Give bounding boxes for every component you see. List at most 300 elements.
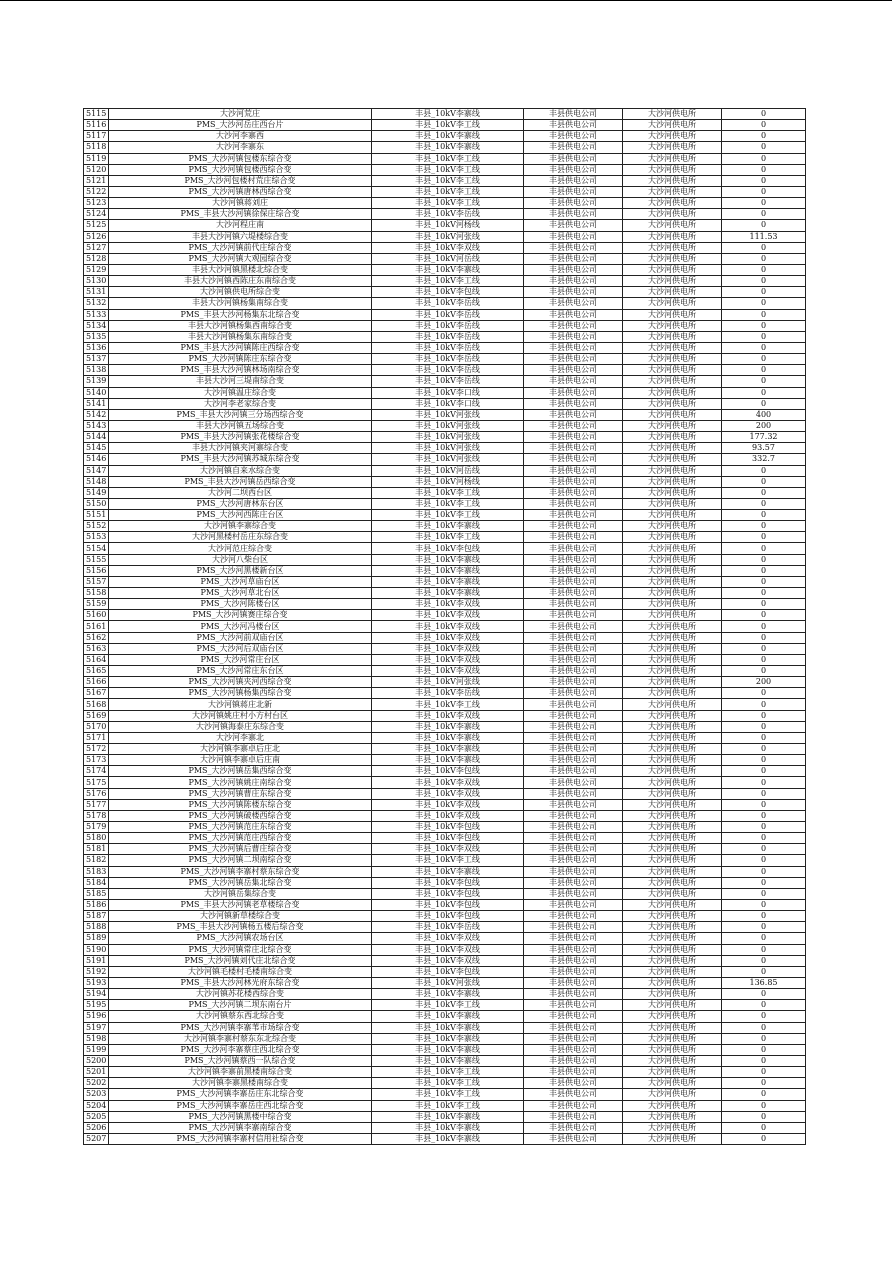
feeder-line-cell: 丰县_10kV李工线 xyxy=(372,532,524,543)
station-name-cell: 大沙河镇新草楼综合变 xyxy=(109,911,372,922)
supply-office-cell: 大沙河供电所 xyxy=(623,409,722,420)
supply-office-cell: 大沙河供电所 xyxy=(623,498,722,509)
table-row xyxy=(84,1033,806,1044)
station-name-cell: 大沙河李寨东 xyxy=(109,142,372,153)
feeder-line-cell: 丰县_10kV河杨线 xyxy=(372,220,524,231)
company-cell: 丰县供电公司 xyxy=(524,175,623,186)
feeder-line-cell: 丰县_10kV李工线 xyxy=(372,198,524,209)
table-row xyxy=(84,1011,806,1022)
station-name-cell: 大沙河荒庄 xyxy=(109,109,372,120)
table-row xyxy=(84,844,806,855)
capacity-value-cell: 0 xyxy=(722,120,806,131)
row-number-cell: 5165 xyxy=(84,666,109,677)
capacity-value-cell: 0 xyxy=(722,476,806,487)
company-cell: 丰县供电公司 xyxy=(524,1044,623,1055)
table-row xyxy=(84,810,806,821)
station-name-cell: 大沙河镇蔡东西北综合变 xyxy=(109,1011,372,1022)
station-name-cell: 大沙河镇李寨综合变 xyxy=(109,521,372,532)
row-number-cell: 5194 xyxy=(84,989,109,1000)
station-name-cell: PMS_丰县大沙河镇林场南综合变 xyxy=(109,365,372,376)
supply-office-cell: 大沙河供电所 xyxy=(623,276,722,287)
row-number-cell: 5183 xyxy=(84,866,109,877)
company-cell: 丰县供电公司 xyxy=(524,454,623,465)
supply-office-cell: 大沙河供电所 xyxy=(623,732,722,743)
capacity-value-cell: 0 xyxy=(722,554,806,565)
table-body xyxy=(84,109,806,1145)
company-cell: 丰县供电公司 xyxy=(524,387,623,398)
station-name-cell: PMS_大沙河镇蔡西一队综合变 xyxy=(109,1055,372,1066)
company-cell: 丰县供电公司 xyxy=(524,354,623,365)
row-number-cell: 5172 xyxy=(84,744,109,755)
station-name-cell: PMS_丰县大沙河镇三分场西综合变 xyxy=(109,409,372,420)
row-number-cell: 5185 xyxy=(84,888,109,899)
row-number-cell: 5127 xyxy=(84,242,109,253)
feeder-line-cell: 丰县_10kV李寨线 xyxy=(372,1133,524,1144)
capacity-value-cell: 0 xyxy=(722,264,806,275)
station-name-cell: 丰县大沙河镇黑楼北综合变 xyxy=(109,264,372,275)
capacity-value-cell: 0 xyxy=(722,142,806,153)
feeder-line-cell: 丰县_10kV李寨线 xyxy=(372,1122,524,1133)
row-number-cell: 5122 xyxy=(84,186,109,197)
row-number-cell: 5126 xyxy=(84,231,109,242)
feeder-line-cell: 丰县_10kV李寨线 xyxy=(372,554,524,565)
company-cell: 丰县供电公司 xyxy=(524,164,623,175)
supply-office-cell: 大沙河供电所 xyxy=(623,510,722,521)
company-cell: 丰县供电公司 xyxy=(524,721,623,732)
row-number-cell: 5160 xyxy=(84,610,109,621)
station-name-cell: 大沙河镇姚庄村小方村台区 xyxy=(109,710,372,721)
capacity-value-cell: 0 xyxy=(722,599,806,610)
station-name-cell: 大沙河程庄南 xyxy=(109,220,372,231)
feeder-line-cell: 丰县_10kV李寨线 xyxy=(372,576,524,587)
feeder-line-cell: 丰县_10kV李双线 xyxy=(372,632,524,643)
row-number-cell: 5197 xyxy=(84,1022,109,1033)
row-number-cell: 5169 xyxy=(84,710,109,721)
capacity-value-cell: 0 xyxy=(722,1078,806,1089)
table-row xyxy=(84,1122,806,1133)
feeder-line-cell: 丰县_10kV李工线 xyxy=(372,1078,524,1089)
table-row xyxy=(84,432,806,443)
table-row xyxy=(84,231,806,242)
capacity-value-cell: 0 xyxy=(722,1033,806,1044)
station-name-cell: PMS_大沙河镇常庄北综合变 xyxy=(109,944,372,955)
supply-office-cell: 大沙河供电所 xyxy=(623,1022,722,1033)
station-name-cell: PMS_大沙河镇姚庄南综合变 xyxy=(109,777,372,788)
row-number-cell: 5133 xyxy=(84,309,109,320)
substation-table xyxy=(83,108,806,1145)
table-row xyxy=(84,632,806,643)
company-cell: 丰县供电公司 xyxy=(524,465,623,476)
capacity-value-cell: 0 xyxy=(722,588,806,599)
capacity-value-cell: 0 xyxy=(722,198,806,209)
capacity-value-cell: 0 xyxy=(722,855,806,866)
table-row xyxy=(84,120,806,131)
supply-office-cell: 大沙河供电所 xyxy=(623,1067,722,1078)
station-name-cell: 丰县大沙河三堤南综合变 xyxy=(109,376,372,387)
feeder-line-cell: 丰县_10kV李工线 xyxy=(372,1000,524,1011)
feeder-line-cell: 丰县_10kV李寨线 xyxy=(372,142,524,153)
company-cell: 丰县供电公司 xyxy=(524,142,623,153)
table-row xyxy=(84,822,806,833)
feeder-line-cell: 丰县_10kV李包线 xyxy=(372,899,524,910)
station-name-cell: PMS_大沙河镇李寨村蔡东综合变 xyxy=(109,866,372,877)
supply-office-cell: 大沙河供电所 xyxy=(623,866,722,877)
company-cell: 丰县供电公司 xyxy=(524,1000,623,1011)
supply-office-cell: 大沙河供电所 xyxy=(623,721,722,732)
supply-office-cell: 大沙河供电所 xyxy=(623,1122,722,1133)
row-number-cell: 5154 xyxy=(84,543,109,554)
table-row xyxy=(84,409,806,420)
capacity-value-cell: 0 xyxy=(722,844,806,855)
capacity-value-cell: 93.57 xyxy=(722,443,806,454)
feeder-line-cell: 丰县_10kV李工线 xyxy=(372,276,524,287)
table-row xyxy=(84,1100,806,1111)
feeder-line-cell: 丰县_10kV李包线 xyxy=(372,888,524,899)
company-cell: 丰县供电公司 xyxy=(524,1033,623,1044)
feeder-line-cell: 丰县_10kV李工线 xyxy=(372,855,524,866)
station-name-cell: 大沙河镇李寨卓后庄南 xyxy=(109,755,372,766)
supply-office-cell: 大沙河供电所 xyxy=(623,632,722,643)
station-name-cell: PMS_丰县大沙河镇张花楼综合变 xyxy=(109,432,372,443)
company-cell: 丰县供电公司 xyxy=(524,220,623,231)
station-name-cell: 丰县大沙河镇夹河寨综合变 xyxy=(109,443,372,454)
company-cell: 丰县供电公司 xyxy=(524,342,623,353)
row-number-cell: 5161 xyxy=(84,621,109,632)
capacity-value-cell: 0 xyxy=(722,1044,806,1055)
station-name-cell: PMS_大沙河西陈庄台区 xyxy=(109,510,372,521)
feeder-line-cell: 丰县_10kV李口线 xyxy=(372,398,524,409)
company-cell: 丰县供电公司 xyxy=(524,799,623,810)
company-cell: 丰县供电公司 xyxy=(524,1122,623,1133)
capacity-value-cell: 0 xyxy=(722,888,806,899)
row-number-cell: 5193 xyxy=(84,977,109,988)
row-number-cell: 5205 xyxy=(84,1111,109,1122)
company-cell: 丰县供电公司 xyxy=(524,911,623,922)
table-row xyxy=(84,465,806,476)
station-name-cell: 大沙河镇李寨村蔡东东北综合变 xyxy=(109,1033,372,1044)
company-cell: 丰县供电公司 xyxy=(524,298,623,309)
station-name-cell: 大沙河镇毛楼村毛楼南综合变 xyxy=(109,966,372,977)
table-row xyxy=(84,320,806,331)
supply-office-cell: 大沙河供电所 xyxy=(623,186,722,197)
capacity-value-cell: 0 xyxy=(722,242,806,253)
supply-office-cell: 大沙河供电所 xyxy=(623,822,722,833)
supply-office-cell: 大沙河供电所 xyxy=(623,666,722,677)
feeder-line-cell: 丰县_10kV李岳线 xyxy=(372,365,524,376)
company-cell: 丰县供电公司 xyxy=(524,654,623,665)
company-cell: 丰县供电公司 xyxy=(524,1022,623,1033)
supply-office-cell: 大沙河供电所 xyxy=(623,365,722,376)
company-cell: 丰县供电公司 xyxy=(524,186,623,197)
company-cell: 丰县供电公司 xyxy=(524,855,623,866)
feeder-line-cell: 丰县_10kV河张线 xyxy=(372,443,524,454)
table-row xyxy=(84,287,806,298)
capacity-value-cell: 0 xyxy=(722,755,806,766)
capacity-value-cell: 0 xyxy=(722,632,806,643)
row-number-cell: 5144 xyxy=(84,432,109,443)
supply-office-cell: 大沙河供电所 xyxy=(623,744,722,755)
row-number-cell: 5128 xyxy=(84,253,109,264)
company-cell: 丰县供电公司 xyxy=(524,755,623,766)
station-name-cell: PMS_大沙河李寨蔡庄西北综合变 xyxy=(109,1044,372,1055)
row-number-cell: 5148 xyxy=(84,476,109,487)
supply-office-cell: 大沙河供电所 xyxy=(623,654,722,665)
table-row xyxy=(84,398,806,409)
capacity-value-cell: 0 xyxy=(722,253,806,264)
station-name-cell: PMS_大沙河镇夹河西综合变 xyxy=(109,677,372,688)
row-number-cell: 5203 xyxy=(84,1089,109,1100)
station-name-cell: PMS_大沙河镇二坝南综合变 xyxy=(109,855,372,866)
table-row xyxy=(84,666,806,677)
row-number-cell: 5141 xyxy=(84,398,109,409)
capacity-value-cell: 0 xyxy=(722,710,806,721)
capacity-value-cell: 0 xyxy=(722,510,806,521)
row-number-cell: 5134 xyxy=(84,320,109,331)
row-number-cell: 5130 xyxy=(84,276,109,287)
supply-office-cell: 大沙河供电所 xyxy=(623,209,722,220)
supply-office-cell: 大沙河供电所 xyxy=(623,1078,722,1089)
feeder-line-cell: 丰县_10kV李岳线 xyxy=(372,320,524,331)
capacity-value-cell: 0 xyxy=(722,209,806,220)
capacity-value-cell: 0 xyxy=(722,487,806,498)
supply-office-cell: 大沙河供电所 xyxy=(623,977,722,988)
row-number-cell: 5168 xyxy=(84,699,109,710)
company-cell: 丰县供电公司 xyxy=(524,899,623,910)
station-name-cell: PMS_大沙河镇岳集北综合变 xyxy=(109,877,372,888)
table-row xyxy=(84,498,806,509)
company-cell: 丰县供电公司 xyxy=(524,476,623,487)
feeder-line-cell: 丰县_10kV李寨线 xyxy=(372,1011,524,1022)
capacity-value-cell: 0 xyxy=(722,777,806,788)
row-number-cell: 5149 xyxy=(84,487,109,498)
table-row xyxy=(84,1055,806,1066)
capacity-value-cell: 0 xyxy=(722,699,806,710)
station-name-cell: PMS_大沙河常庄台区 xyxy=(109,654,372,665)
capacity-value-cell: 0 xyxy=(722,220,806,231)
row-number-cell: 5124 xyxy=(84,209,109,220)
table-row xyxy=(84,699,806,710)
table-row xyxy=(84,899,806,910)
row-number-cell: 5170 xyxy=(84,721,109,732)
company-cell: 丰县供电公司 xyxy=(524,989,623,1000)
feeder-line-cell: 丰县_10kV李工线 xyxy=(372,699,524,710)
table-row xyxy=(84,588,806,599)
capacity-value-cell: 0 xyxy=(722,186,806,197)
feeder-line-cell: 丰县_10kV李寨线 xyxy=(372,866,524,877)
supply-office-cell: 大沙河供电所 xyxy=(623,833,722,844)
company-cell: 丰县供电公司 xyxy=(524,331,623,342)
capacity-value-cell: 0 xyxy=(722,799,806,810)
capacity-value-cell: 0 xyxy=(722,287,806,298)
capacity-value-cell: 0 xyxy=(722,666,806,677)
table-row xyxy=(84,365,806,376)
feeder-line-cell: 丰县_10kV李岳线 xyxy=(372,209,524,220)
capacity-value-cell: 0 xyxy=(722,744,806,755)
station-name-cell: PMS_大沙河镇岳集西综合变 xyxy=(109,766,372,777)
table-row xyxy=(84,1111,806,1122)
row-number-cell: 5120 xyxy=(84,164,109,175)
table-row xyxy=(84,766,806,777)
company-cell: 丰县供电公司 xyxy=(524,543,623,554)
station-name-cell: 大沙河镇自来水综合变 xyxy=(109,465,372,476)
station-name-cell: PMS_大沙河常庄东台区 xyxy=(109,666,372,677)
capacity-value-cell: 0 xyxy=(722,532,806,543)
capacity-value-cell: 0 xyxy=(722,1089,806,1100)
station-name-cell: PMS_大沙河镇黑楼中综合变 xyxy=(109,1111,372,1122)
company-cell: 丰县供电公司 xyxy=(524,1067,623,1078)
capacity-value-cell: 0 xyxy=(722,899,806,910)
feeder-line-cell: 丰县_10kV李岳线 xyxy=(372,309,524,320)
table-row xyxy=(84,643,806,654)
feeder-line-cell: 丰县_10kV李包线 xyxy=(372,766,524,777)
supply-office-cell: 大沙河供电所 xyxy=(623,799,722,810)
company-cell: 丰县供电公司 xyxy=(524,822,623,833)
station-name-cell: PMS_大沙河镇二坝东南台片 xyxy=(109,1000,372,1011)
company-cell: 丰县供电公司 xyxy=(524,264,623,275)
capacity-value-cell: 0 xyxy=(722,877,806,888)
feeder-line-cell: 丰县_10kV李工线 xyxy=(372,175,524,186)
table-row xyxy=(84,989,806,1000)
row-number-cell: 5189 xyxy=(84,933,109,944)
capacity-value-cell: 0 xyxy=(722,376,806,387)
supply-office-cell: 大沙河供电所 xyxy=(623,576,722,587)
row-number-cell: 5152 xyxy=(84,521,109,532)
row-number-cell: 5184 xyxy=(84,877,109,888)
row-number-cell: 5129 xyxy=(84,264,109,275)
company-cell: 丰县供电公司 xyxy=(524,376,623,387)
feeder-line-cell: 丰县_10kV李寨线 xyxy=(372,264,524,275)
feeder-line-cell: 丰县_10kV李口线 xyxy=(372,387,524,398)
supply-office-cell: 大沙河供电所 xyxy=(623,755,722,766)
capacity-value-cell: 0 xyxy=(722,354,806,365)
capacity-value-cell: 0 xyxy=(722,1011,806,1022)
company-cell: 丰县供电公司 xyxy=(524,276,623,287)
row-number-cell: 5116 xyxy=(84,120,109,131)
capacity-value-cell: 0 xyxy=(722,610,806,621)
capacity-value-cell: 0 xyxy=(722,1122,806,1133)
station-name-cell: 大沙河李老家综合变 xyxy=(109,398,372,409)
capacity-value-cell: 0 xyxy=(722,164,806,175)
row-number-cell: 5178 xyxy=(84,810,109,821)
company-cell: 丰县供电公司 xyxy=(524,554,623,565)
supply-office-cell: 大沙河供电所 xyxy=(623,164,722,175)
row-number-cell: 5146 xyxy=(84,454,109,465)
company-cell: 丰县供电公司 xyxy=(524,209,623,220)
table-row xyxy=(84,242,806,253)
station-name-cell: PMS_丰县大沙河镇陈庄西综合变 xyxy=(109,342,372,353)
supply-office-cell: 大沙河供电所 xyxy=(623,198,722,209)
supply-office-cell: 大沙河供电所 xyxy=(623,955,722,966)
station-name-cell: PMS_大沙河前双庙台区 xyxy=(109,632,372,643)
supply-office-cell: 大沙河供电所 xyxy=(623,476,722,487)
capacity-value-cell: 0 xyxy=(722,788,806,799)
table-row xyxy=(84,677,806,688)
table-row xyxy=(84,376,806,387)
capacity-value-cell: 0 xyxy=(722,565,806,576)
company-cell: 丰县供电公司 xyxy=(524,866,623,877)
row-number-cell: 5135 xyxy=(84,331,109,342)
table-row xyxy=(84,888,806,899)
supply-office-cell: 大沙河供电所 xyxy=(623,1111,722,1122)
station-name-cell: PMS_大沙河镇唐林西综合变 xyxy=(109,186,372,197)
station-name-cell: PMS_大沙河镇后曹庄综合变 xyxy=(109,844,372,855)
supply-office-cell: 大沙河供电所 xyxy=(623,677,722,688)
row-number-cell: 5195 xyxy=(84,1000,109,1011)
station-name-cell: PMS_丰县大沙河镇老草楼综合变 xyxy=(109,899,372,910)
table-row xyxy=(84,933,806,944)
table-row xyxy=(84,833,806,844)
supply-office-cell: 大沙河供电所 xyxy=(623,398,722,409)
row-number-cell: 5156 xyxy=(84,565,109,576)
table-row xyxy=(84,855,806,866)
table-row xyxy=(84,788,806,799)
company-cell: 丰县供电公司 xyxy=(524,610,623,621)
station-name-cell: 丰县大沙河镇杨集西南综合变 xyxy=(109,320,372,331)
station-name-cell: 丰县大沙河镇杨集南综合变 xyxy=(109,298,372,309)
company-cell: 丰县供电公司 xyxy=(524,253,623,264)
company-cell: 丰县供电公司 xyxy=(524,1089,623,1100)
row-number-cell: 5167 xyxy=(84,688,109,699)
row-number-cell: 5166 xyxy=(84,677,109,688)
capacity-value-cell: 0 xyxy=(722,331,806,342)
table-row xyxy=(84,354,806,365)
table-row xyxy=(84,621,806,632)
table-row xyxy=(84,298,806,309)
capacity-value-cell: 0 xyxy=(722,643,806,654)
supply-office-cell: 大沙河供电所 xyxy=(623,1089,722,1100)
supply-office-cell: 大沙河供电所 xyxy=(623,231,722,242)
row-number-cell: 5190 xyxy=(84,944,109,955)
company-cell: 丰县供电公司 xyxy=(524,576,623,587)
table-row xyxy=(84,131,806,142)
station-name-cell: 大沙河镇苏花楼西综合变 xyxy=(109,989,372,1000)
feeder-line-cell: 丰县_10kV李双线 xyxy=(372,933,524,944)
supply-office-cell: 大沙河供电所 xyxy=(623,766,722,777)
row-number-cell: 5125 xyxy=(84,220,109,231)
row-number-cell: 5201 xyxy=(84,1067,109,1078)
station-name-cell: PMS_大沙河草庙台区 xyxy=(109,576,372,587)
supply-office-cell: 大沙河供电所 xyxy=(623,298,722,309)
company-cell: 丰县供电公司 xyxy=(524,1111,623,1122)
row-number-cell: 5186 xyxy=(84,899,109,910)
row-number-cell: 5181 xyxy=(84,844,109,855)
feeder-line-cell: 丰县_10kV李双线 xyxy=(372,810,524,821)
company-cell: 丰县供电公司 xyxy=(524,810,623,821)
station-name-cell: 大沙河镇李寨卓后庄北 xyxy=(109,744,372,755)
supply-office-cell: 大沙河供电所 xyxy=(623,554,722,565)
table-row xyxy=(84,487,806,498)
company-cell: 丰县供电公司 xyxy=(524,487,623,498)
capacity-value-cell: 0 xyxy=(722,721,806,732)
table-row xyxy=(84,420,806,431)
feeder-line-cell: 丰县_10kV李寨线 xyxy=(372,721,524,732)
supply-office-cell: 大沙河供电所 xyxy=(623,342,722,353)
table-row xyxy=(84,721,806,732)
capacity-value-cell: 0 xyxy=(722,866,806,877)
company-cell: 丰县供电公司 xyxy=(524,420,623,431)
capacity-value-cell: 0 xyxy=(722,654,806,665)
capacity-value-cell: 0 xyxy=(722,1055,806,1066)
capacity-value-cell: 0 xyxy=(722,966,806,977)
station-name-cell: 丰县大沙河镇六堤楼综合变 xyxy=(109,231,372,242)
supply-office-cell: 大沙河供电所 xyxy=(623,922,722,933)
station-name-cell: PMS_大沙河镇李寨村信用社综合变 xyxy=(109,1133,372,1144)
supply-office-cell: 大沙河供电所 xyxy=(623,387,722,398)
company-cell: 丰县供电公司 xyxy=(524,109,623,120)
capacity-value-cell: 0 xyxy=(722,387,806,398)
company-cell: 丰县供电公司 xyxy=(524,777,623,788)
table-row xyxy=(84,331,806,342)
